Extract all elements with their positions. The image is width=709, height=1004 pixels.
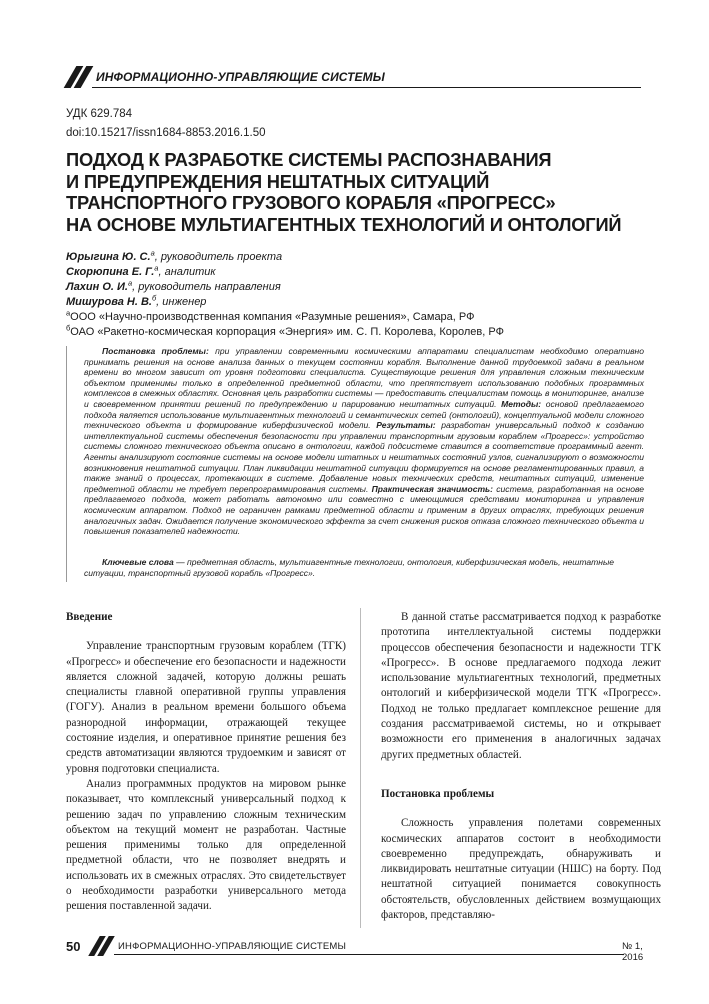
issue-number: № 1, 2016 (622, 941, 644, 963)
keywords-label: Ключевые слова (102, 557, 174, 567)
author-sup: б (151, 293, 157, 303)
title-line: ТРАНСПОРТНОГО ГРУЗОВОГО КОРАБЛЯ «ПРОГРЕСС» (66, 192, 556, 214)
author-sup: а (150, 248, 155, 258)
author-role: , инженер (156, 296, 207, 308)
section-heading: Введение (66, 611, 113, 623)
affiliation-sup: а (66, 308, 71, 318)
author-name: Мишурова Н. В. (66, 296, 152, 308)
affiliation (66, 310, 646, 325)
section-heading: Постановка проблемы (381, 787, 495, 800)
journal-header (66, 66, 641, 90)
page-number: 50 (66, 939, 81, 954)
right-column (381, 610, 661, 923)
doi: doi:10.15217/issn1684-8853.2016.1.50 (66, 127, 266, 139)
abstract-text: разработан универсальный подход к созданию интеллектуальной системы обеспечения безопасности при управлении транспортным грузовым кораблем «Прогресс»: устройство системы сложного технического объекта описано в онтологии, каждой подсистеме ставится в соответствие программный агент. Агенты анализируют состояние системы на основе модели штатных и нештатных состояний узлов, сигнализируют о возможности возникновения нештатной ситуации. План ликвидации нештатной ситуации формируется на основе регламентированных правил, а также знаний о процессах, протекающих в системе. Добавление новых технических средств, нештатных ситуаций, изменение предметной области не требует перепрограммирования системы. (84, 420, 644, 494)
affiliation (66, 325, 646, 340)
title-line: И ПРЕДУПРЕЖДЕНИЯ НЕШТАТНЫХ СИТУАЦИЙ (66, 170, 490, 192)
footer-section-title: ИНФОРМАЦИОННО-УПРАВЛЯЮЩИЕ СИСТЕМЫ (118, 941, 347, 952)
author-sup: а (154, 263, 159, 273)
header-rule (92, 87, 641, 88)
left-column (66, 610, 346, 915)
abstract-label: Методы: (501, 398, 542, 409)
affiliation-sup: б (66, 323, 71, 333)
author-sup: а (127, 278, 133, 288)
article-title (66, 149, 646, 235)
header-section-title: ИНФОРМАЦИОННО-УПРАВЛЯЮЩИЕ СИСТЕМЫ (96, 70, 385, 84)
author-role: , руководитель направления (132, 281, 281, 293)
abstract-text: при управлении современными космическими аппаратами специалистам необходимо оперативно принимать решения на основе анализа данных о текущем состоянии корабля. Выполнение данной трудоемкой задачи в реальном времени во многом зависит от уровня подготовки специалиста. Существующие решения для управления сложным техническим объектом применимы только в определенной предметной области, что препятствует использованию подобных программных комплексов в смежных областях. Основная цель разработки системы — предоставить специалистам помощь в мониторинге, анализе и своевременном принятии решений по предупреждению и парированию нештатных ситуаций. (84, 346, 644, 409)
abstract-label: Практическая значимость: (371, 483, 493, 494)
author-line (66, 295, 646, 310)
author-role: , руководитель проекта (154, 251, 283, 263)
author-name: Скорюпина Е. Г. (66, 266, 155, 278)
author-role: , аналитик (158, 266, 216, 278)
abstract (84, 346, 644, 537)
page-footer (66, 936, 662, 963)
keywords (84, 557, 644, 578)
abstract-text: система, разработанная на основе предлагаемого подхода, может работать автономно или совместно с имеющимися средствами мониторинга и управления космическим аппаратом. Подход не ограничен рамками предметной области и применим в других отраслях, требующих решения аналогичных задач. Ожидается получение экономического эффекта за счет снижения рисков отказа сложного технического объекта и повышения показателей надежности. (84, 483, 644, 537)
author-name: Лахин О. И. (66, 281, 128, 293)
abstract-rule (66, 346, 67, 582)
column-divider (360, 608, 361, 928)
abstract-label: Результаты: (376, 420, 436, 431)
footer-rule (114, 954, 624, 955)
paragraph: В данной статье рассматривается подход к разработке прототипа интеллектуальной системы поддержки процессов обеспечения безопасности и надежности ТГК «Прогресс». В основе предлагаемого подхода лежит использование мультиагентных технологий, предметных онтологий и киберфизической модели ТГК «Прогресс». Подход не только предлагает комплексное решение для создания рассматриваемой системы, но и открывает возможности его применения в аналогичных задачах других предметных областей. (381, 611, 661, 761)
affiliation-text: ОАО «Ракетно-космическая корпорация «Энергия» им. С. П. Королева, Королев, РФ (70, 326, 504, 338)
paragraph: Анализ программных продуктов на мировом рынке показывает, что комплексный универсальный подход к решению задач по управлению сложным техническим объектом на текущий момент не разработан. Частные решения применимы только для определенной предметной области, что не позволяет внедрять и использовать их в смежных отраслях. Это свидетельствует о необходимости разработки универсального метода решения поставленной задачи. (66, 777, 346, 913)
author-line (66, 265, 646, 280)
paragraph: Управление транспортным грузовым кораблем (ТГК) «Прогресс» и обеспечение его безопасности и надежности является сложной задачей, которую должны решать специалисты главной оперативной группы управления (ГОГУ). Анализ в реальном времени большого объема разнородной информации, отражающей текущее состояние изделия, и оперативное принятие решения без средств автоматизации являются трудоемким и зависят от уровня подготовки специалиста. (66, 640, 346, 775)
keywords-text: — предметная область, мультиагентные технологии, онтология, киберфизическая модель, нештатные ситуации, транспортный грузовой корабль «Прогресс». (84, 557, 615, 578)
udk-code: УДК 629.784 (66, 108, 133, 120)
affiliation-text: ООО «Научно-производственная компания «Разумные решения», Самара, РФ (70, 311, 475, 323)
abstract-label: Постановка проблемы: (102, 346, 209, 356)
author-name: Юрыгина Ю. С. (66, 251, 151, 263)
author-list (66, 250, 646, 340)
title-line: НА ОСНОВЕ МУЛЬТИАГЕНТНЫХ ТЕХНОЛОГИЙ И ОНТОЛОГИЙ (66, 213, 622, 235)
abstract-text: основой предлагаемого подхода является использование мультиагентных технологий и семантических сетей (онтологий), концептуальной модели сложного технического объекта и формирование киберфизической модели. (84, 398, 644, 431)
paragraph: Сложность управления полетами современных космических аппаратов состоит в необходимости своевременно предупреждать, обнаруживать и ликвидировать нештатные ситуации (НШС) на борту. Под нештатной ситуацией понимается совокупность обстоятельств, обусловленных действием возмущающих факторов, представляю- (381, 817, 661, 922)
title-line: ПОДХОД К РАЗРАБОТКЕ СИСТЕМЫ РАСПОЗНАВАНИЯ (66, 149, 552, 170)
author-line (66, 250, 646, 265)
